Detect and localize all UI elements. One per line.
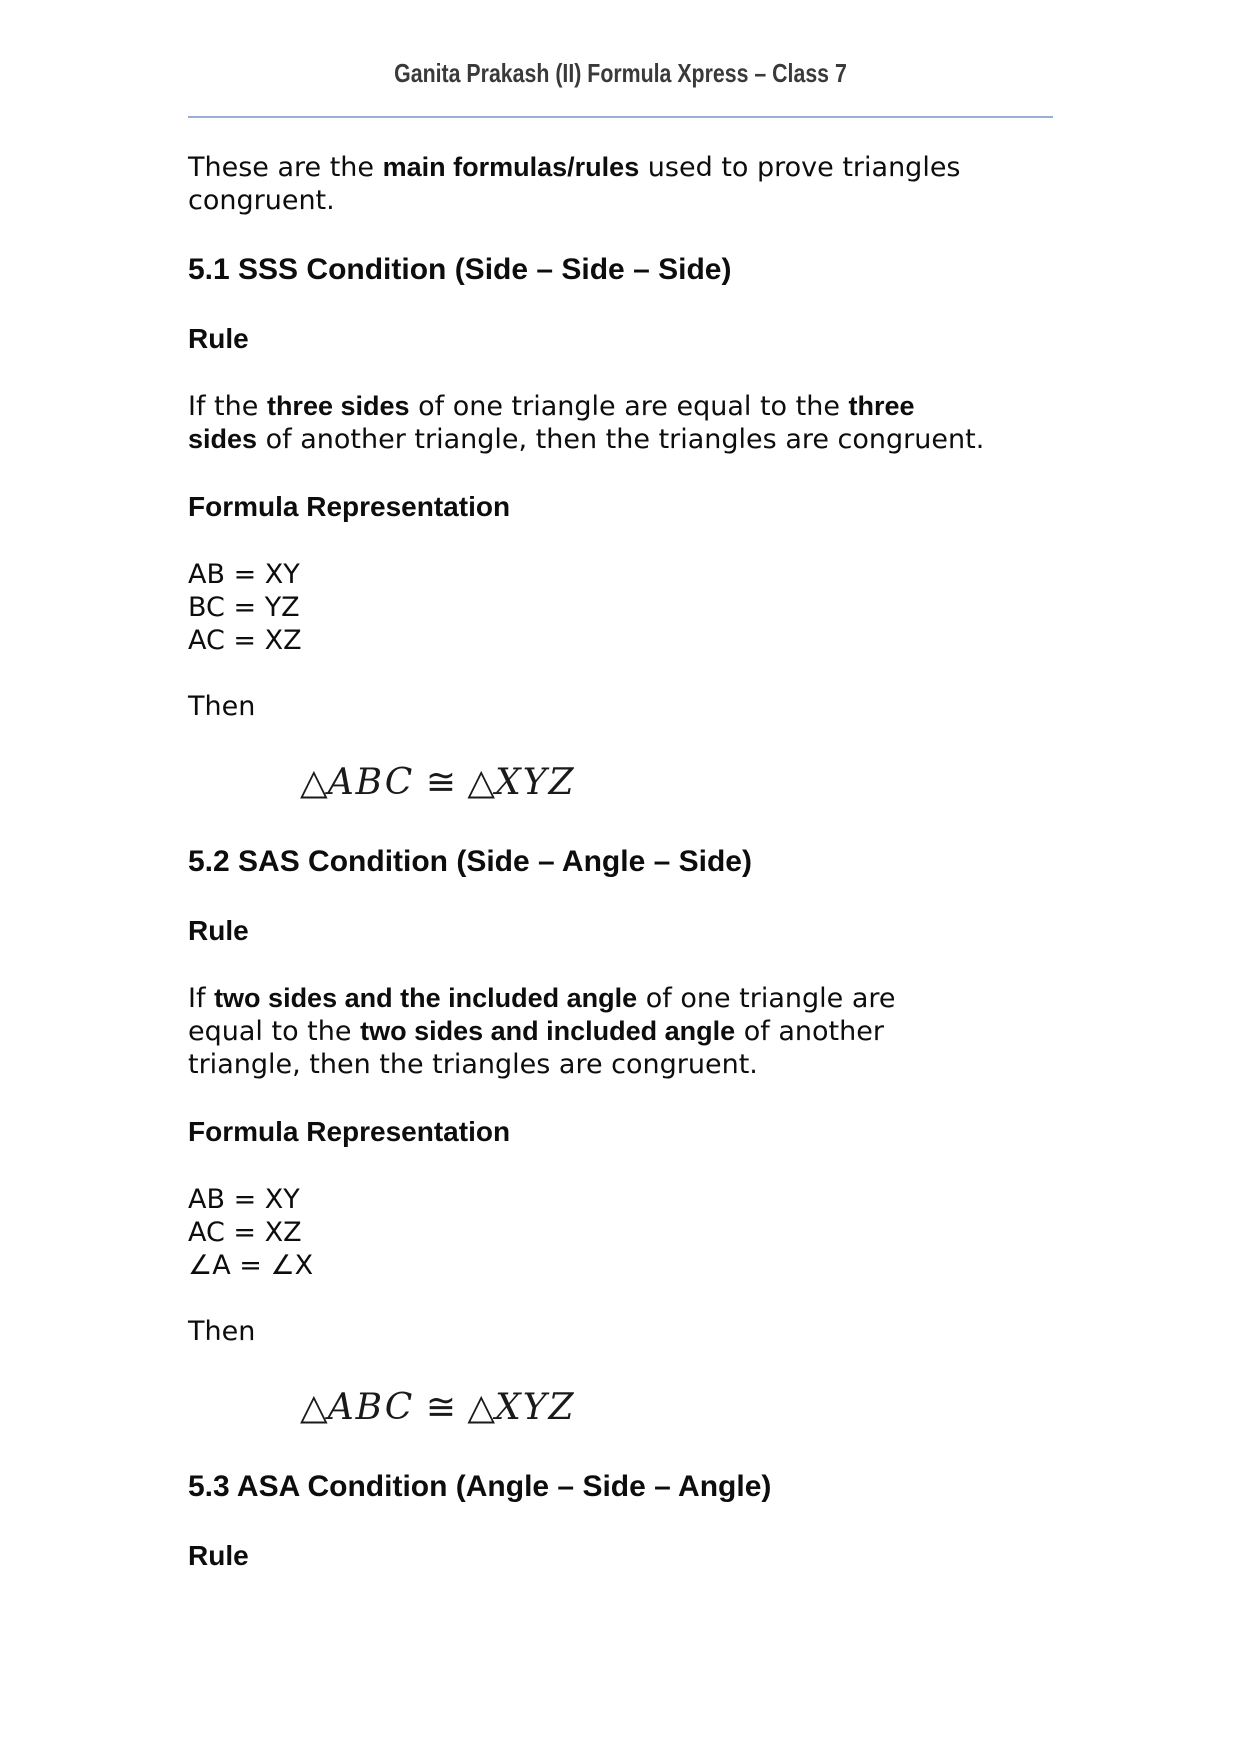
- equation-list: [188, 558, 1053, 657]
- section-heading-asa: 5.3 ASA Condition (Angle – Side – Angle): [188, 1470, 772, 1503]
- congruence-formula: [188, 1386, 1053, 1430]
- rule-paragraph: [188, 390, 1053, 456]
- rule-paragraph: [188, 982, 1053, 1081]
- then-label: Then: [188, 1316, 256, 1347]
- text-line: △ABC ≅ △XYZ: [300, 1387, 576, 1428]
- page-header: [188, 58, 1053, 118]
- text-line: AB = XY: [188, 1184, 300, 1215]
- section-heading-sas: 5.2 SAS Condition (Side – Angle – Side): [188, 845, 752, 878]
- rule-heading: Rule: [188, 915, 249, 946]
- text-line: If the three sides of one triangle are equal to the three: [188, 391, 915, 422]
- text-line: △ABC ≅ △XYZ: [300, 762, 576, 803]
- formula-representation-heading: Formula Representation: [188, 491, 511, 522]
- formula-representation-heading: Formula Representation: [188, 1116, 511, 1147]
- text-line: These are the main formulas/rules used to prove triangles: [188, 152, 961, 183]
- text-line: congruent.: [188, 185, 335, 216]
- equation-list: [188, 1183, 1053, 1282]
- text-line: AC = XZ: [188, 625, 302, 656]
- text-line: ∠A = ∠X: [188, 1250, 314, 1281]
- congruence-formula: [188, 761, 1053, 805]
- text-line: sides of another triangle, then the triangles are congruent.: [188, 424, 985, 455]
- then-label: Then: [188, 691, 256, 722]
- document-title: Ganita Prakash (II) Formula Xpress – Class 7: [394, 58, 847, 88]
- text-line: AB = XY: [188, 559, 300, 590]
- text-line: AC = XZ: [188, 1217, 302, 1248]
- text-line: BC = YZ: [188, 592, 300, 623]
- intro-paragraph: [188, 151, 1053, 217]
- rule-heading: Rule: [188, 1540, 249, 1571]
- text-line: triangle, then the triangles are congruent.: [188, 1049, 758, 1080]
- rule-heading: Rule: [188, 323, 249, 354]
- section-heading-sss: 5.1 SSS Condition (Side – Side – Side): [188, 253, 732, 286]
- text-line: If two sides and the included angle of one triangle are: [188, 983, 896, 1014]
- text-line: equal to the two sides and included angle of another: [188, 1016, 884, 1047]
